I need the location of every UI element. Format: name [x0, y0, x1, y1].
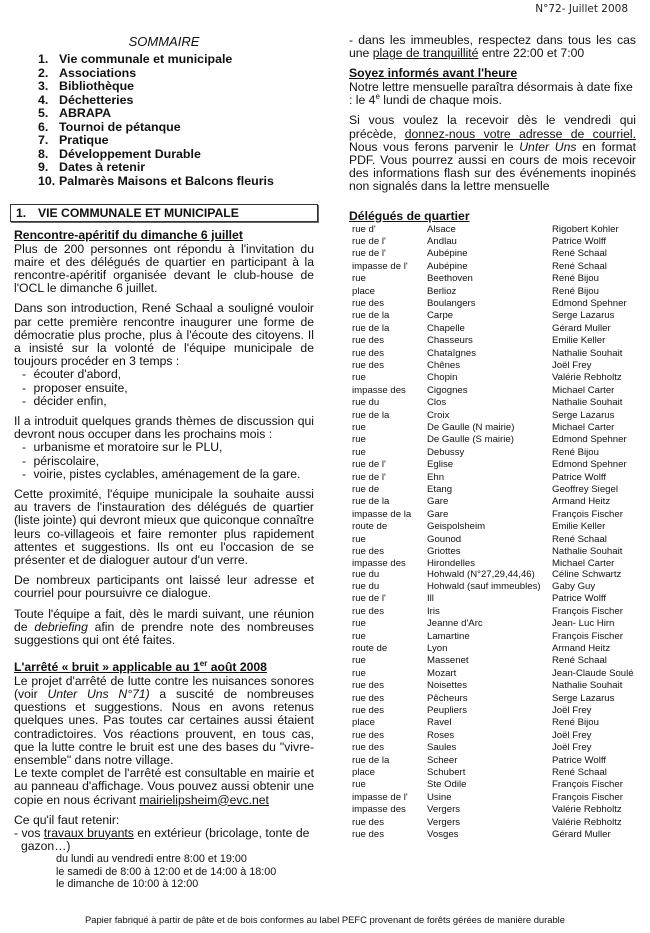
informes-heading: Soyez informés avant l'heure [349, 66, 518, 81]
delegate-name: Nathalie Souhait [552, 397, 623, 409]
theme-item: - voirie, pistes cyclables, aménagement de la gare. [22, 468, 314, 481]
street-type: rue [352, 630, 366, 642]
toc-number: 5. [38, 106, 49, 120]
text-span: Toute l'équipe a fait, dès le mardi suivant, une réunion de [14, 606, 314, 634]
table-row [349, 298, 634, 310]
street-name: Griottes [427, 546, 461, 558]
street-name: Hohwald (sauf immeubles) [427, 580, 541, 592]
toc-label: ABRAPA [59, 106, 112, 120]
travaux-bruyants: travaux bruyants [43, 825, 134, 840]
toc-number: 3. [38, 79, 49, 93]
text-span: Si vous voulez la recevoir dès le vendredi qui précède, [349, 113, 636, 141]
text-span: Le projet d'arrêté de lutte contre les nuisances sonores (voir [14, 673, 314, 701]
street-type: rue de la [352, 754, 390, 766]
text-span: lundi de chaque mois. [379, 93, 502, 108]
street-type: impasse des [352, 384, 406, 396]
rencontre-heading: Rencontre-apéritif du dimanche 6 juillet [14, 228, 243, 242]
table-row [349, 447, 634, 459]
table-row [349, 236, 634, 248]
street-name: Massenet [427, 655, 469, 667]
street-name: De Gaulle (N mairie) [427, 422, 515, 434]
table-row [349, 804, 634, 816]
table-row [349, 509, 634, 521]
text-span: entre 22:00 et 7:00 [478, 46, 585, 61]
courriel-link: donnez-nous votre adresse de courriel. [404, 126, 636, 141]
street-type: rue des [352, 335, 384, 347]
street-name: Clos [427, 397, 447, 409]
superscript: er [199, 659, 208, 669]
street-type: rue des [352, 360, 384, 371]
immeubles-paragraph [349, 34, 636, 60]
text-span: en extérieur (bricolage, tonte de gazon…) [21, 825, 310, 854]
table-row [349, 767, 634, 779]
street-name: Gare [427, 496, 449, 508]
table-row [349, 829, 634, 841]
street-name: Ill [427, 593, 434, 605]
delegate-name: René Bijou [552, 273, 599, 285]
toc-label: Vie communale et municipale [59, 52, 233, 66]
street-type: rue [352, 533, 366, 545]
street-type: rue des [352, 742, 384, 754]
street-type: rue [352, 655, 366, 667]
step-item: - décider enfin, [22, 395, 314, 408]
table-row [349, 496, 634, 508]
table-row [349, 606, 634, 618]
street-name: Schubert [427, 767, 466, 778]
rencontre-paragraph-4: Cette proximité, l'équipe municipale la souhaite aussi au travers de l'instauration des délégués de quartier (liste jointe) qui devront mieux que quiconque connaître leurs co-villageois et faire remonter plus rapidement attentes et suggestions. Ils ont eu l'occasion de se présenter et de dialoguer autour d'un verre. [14, 486, 314, 567]
street-type: rue de la [352, 496, 390, 508]
travaux-paragraph [14, 827, 314, 853]
street-type: route de [352, 642, 388, 654]
delegate-name: René Bijou [552, 285, 599, 297]
delegate-name: Geoffrey Siegel [552, 484, 618, 496]
street-name: Chataîgnes [427, 347, 477, 359]
table-row [349, 385, 634, 397]
retenir-label: Ce qu'il faut retenir: [14, 812, 120, 827]
delegate-name: Edmond Spehner [552, 297, 627, 309]
right-column [349, 34, 636, 841]
hours-list [14, 853, 314, 890]
delegate-name: Nathalie Souhait [552, 546, 623, 558]
table-row [349, 655, 634, 667]
delegate-name: François Fischer [552, 630, 623, 642]
street-type: rue [352, 667, 366, 679]
street-type: rue des [352, 704, 384, 716]
toc-item [38, 67, 314, 81]
arrete-heading [14, 661, 314, 675]
table-row [349, 693, 634, 705]
toc-item [38, 107, 314, 121]
street-name: Chasseurs [427, 335, 473, 347]
table-row [349, 521, 634, 533]
table-row [349, 730, 634, 742]
step-item: - écouter d'abord, [22, 368, 314, 381]
street-name: Andlau [427, 235, 457, 247]
delegate-name: Michael Carter [552, 384, 615, 396]
street-name: Roses [427, 729, 455, 741]
informes-paragraph-1 [349, 81, 636, 107]
delegate-name: René Schaal [552, 533, 607, 545]
table-row [349, 422, 634, 434]
street-type: rue [352, 372, 366, 384]
street-name: Eglise [427, 459, 454, 471]
table-row [349, 817, 634, 829]
delegate-name: Nathalie Souhait [552, 680, 623, 692]
toc-number: 6. [38, 119, 49, 134]
street-type: impasse de l' [352, 260, 408, 272]
delegues-table [349, 224, 634, 842]
street-type: rue d' [352, 223, 376, 235]
street-name: Aubépine [427, 260, 468, 272]
themes-list [14, 441, 314, 481]
delegate-name: Edmond Spehner [552, 434, 627, 446]
toc-label: Bibliothèque [59, 79, 135, 93]
street-name: Iris [427, 605, 440, 617]
street-type: rue des [352, 347, 384, 359]
delegate-name: Joël Frey [552, 704, 592, 716]
street-type: impasse de la [352, 508, 412, 520]
delegate-name: Serge Lazarus [552, 310, 615, 322]
table-row [349, 484, 634, 496]
debriefing-italic: debriefing [34, 619, 88, 634]
text-span: - dans les immeubles, respectez dans tous les cas une [349, 33, 636, 61]
text-span: Nous vous ferons parvenir le [349, 139, 520, 154]
table-row [349, 224, 634, 236]
arrete-paragraph-2 [14, 767, 314, 807]
street-type: rue de l' [352, 248, 386, 260]
unter-uns-ref: Unter Uns N°71) [47, 686, 150, 701]
street-type: rue de l' [352, 593, 386, 605]
section-heading-vie-communale [10, 204, 318, 222]
table-row [349, 323, 634, 335]
table-row [349, 310, 634, 322]
street-name: Gare [427, 508, 449, 520]
street-name: Peupliers [427, 704, 467, 716]
table-row [349, 372, 634, 384]
rencontre-paragraph-5: De nombreux participants ont laissé leur adresse et courriel pour poursuivre ce dialogue. [14, 573, 314, 601]
street-type: rue des [352, 297, 384, 309]
toc-number: 2. [38, 65, 49, 80]
table-row [349, 792, 634, 804]
text-span: a suscité de nombreuses questions et suggestions. Nous en avons retenus quelques unes. Pas toutes car certaines aussi étaient contradictoires. Vos réactions prouvent, en tous cas, que la lutte contre le bruit est une des bases du "vivre-ensemble" dans notre village. [14, 686, 314, 767]
street-type: rue des [352, 829, 384, 841]
street-type: rue [352, 434, 366, 446]
street-type: place [352, 767, 375, 778]
step-item: - proposer ensuite, [22, 382, 314, 395]
hours-sunday: le dimanche de 10:00 à 12:00 [56, 877, 199, 890]
street-name: Chênes [427, 360, 461, 371]
street-name: Ste Odile [427, 779, 467, 791]
street-name: Carpe [427, 310, 454, 322]
street-type: impasse des [352, 557, 406, 569]
plage-tranquillite: plage de tranquillité [372, 46, 479, 61]
delegate-name: Gérard Muller [552, 829, 611, 841]
table-row [349, 755, 634, 767]
table-row [349, 643, 634, 655]
street-name: Usine [427, 791, 452, 803]
delegate-name: Edmond Spehner [552, 459, 627, 471]
street-name: Lamartine [427, 630, 470, 642]
delegate-name: Jean-Claude Soulé [552, 667, 634, 679]
street-name: Cigognes [427, 384, 468, 396]
delegate-name: Valérie Rebholtz [552, 816, 622, 828]
delegate-name: Armand Heitz [552, 496, 611, 508]
text-span: L'arrêté « bruit » applicable au 1 [14, 660, 200, 675]
hours-saturday: le samedi de 8:00 à 12:00 et de 14:00 à 18:00 [56, 865, 277, 878]
table-row [349, 286, 634, 298]
delegate-name: François Fischer [552, 779, 623, 791]
table-row [349, 593, 634, 605]
street-type: rue [352, 422, 366, 434]
street-type: impasse de l' [352, 791, 408, 803]
delegate-name: René Schaal [552, 260, 607, 272]
theme-item: - urbanisme et moratoire sur le PLU, [22, 441, 314, 454]
issue-number: N°72- Juillet 2008 [535, 3, 628, 15]
text-span: août 2008 [207, 660, 267, 675]
steps-list [14, 368, 314, 408]
delegate-name: Michael Carter [552, 422, 615, 434]
table-row [349, 273, 634, 285]
delegate-name: René Schaal [552, 248, 607, 260]
street-type: rue [352, 446, 366, 458]
street-name: Noisettes [427, 680, 467, 692]
delegate-name: Gaby Guy [552, 580, 596, 592]
street-name: Saules [427, 742, 457, 754]
street-type: route de [352, 521, 388, 533]
toc-number: 9. [38, 160, 49, 174]
street-name: Pêcheurs [427, 692, 468, 704]
delegate-name: Serge Lazarus [552, 409, 615, 421]
street-name: Etang [427, 484, 453, 496]
delegate-name: Michael Carter [552, 557, 615, 569]
street-name: Jeanne d'Arc [427, 618, 483, 630]
table-row [349, 779, 634, 791]
table-row [349, 569, 634, 581]
toc-number: 4. [38, 92, 49, 107]
delegate-name: Valérie Rebholtz [552, 372, 622, 384]
table-row [349, 261, 634, 273]
street-type: rue de la [352, 310, 390, 322]
text-span: - vos [14, 825, 44, 840]
delegate-name: Jean- Luc Hirn [552, 618, 615, 630]
rencontre-paragraph-1: Plus de 200 personnes ont répondu à l'invitation du maire et des délégués de quartier en participant à la rencontre-apéritif organisée devant le club-house de l'OCL le dimanche 6 juillet. [14, 241, 314, 296]
delegate-name: François Fischer [552, 791, 623, 803]
street-name: Croix [427, 409, 450, 421]
table-row [349, 248, 634, 260]
street-name: Vergers [427, 816, 461, 828]
delegate-name: René Bijou [552, 446, 599, 458]
text-span: Notre lettre mensuelle paraîtra désormais à date fixe : le 4 [349, 79, 633, 108]
rencontre-paragraph-6 [14, 608, 314, 648]
email-link[interactable]: mairielipsheim@evc.net [139, 792, 269, 807]
table-row [349, 546, 634, 558]
street-type: rue [352, 273, 366, 285]
street-type: rue de l' [352, 459, 386, 471]
street-name: De Gaulle (S mairie) [427, 434, 514, 446]
street-type: impasse des [352, 804, 406, 816]
delegate-name: Rigobert Kohler [552, 223, 619, 235]
table-row [349, 631, 634, 643]
toc-label: Développement Durable [59, 146, 201, 161]
street-name: Vergers [427, 804, 461, 816]
superscript: e [375, 92, 380, 102]
informes-paragraph-2 [349, 114, 636, 193]
table-row [349, 410, 634, 422]
street-type: place [352, 717, 375, 729]
toc-label: Palmarès Maisons et Balcons fleuris [59, 173, 274, 188]
toc-item [38, 53, 314, 67]
delegate-name: François Fischer [552, 605, 623, 617]
street-name: Gounod [427, 533, 462, 545]
street-name: Lyon [427, 642, 448, 654]
street-name: Mozart [427, 667, 457, 679]
rencontre-paragraph-2: Dans son introduction, René Schaal a souligné vouloir par cette première rencontre inaugurer une forme de démocratie plus proche, plus à l'écoute des citoyens. Il a insisté sur la volonté de l'équipe municipale de toujours procéder en 3 temps : [14, 301, 314, 369]
delegate-name: Serge Lazarus [552, 692, 615, 704]
arrete-paragraph-1 [14, 675, 314, 767]
toc-item [38, 134, 314, 148]
street-type: rue des [352, 729, 384, 741]
delegate-name: Patrice Wolff [552, 593, 607, 605]
toc-number: 10. [38, 173, 56, 188]
street-type: rue de [352, 484, 380, 496]
table-row [349, 717, 634, 729]
table-row [349, 472, 634, 484]
toc-item [38, 175, 314, 189]
delegate-name: René Schaal [552, 655, 607, 667]
street-type: rue des [352, 816, 384, 828]
street-type: rue du [352, 580, 380, 592]
street-type: rue [352, 618, 366, 630]
table-row [349, 705, 634, 717]
delegate-name: Emilie Keller [552, 335, 606, 347]
delegues-title: Délégués de quartier [349, 208, 470, 223]
delegate-name: Joël Frey [552, 729, 592, 741]
table-row [349, 360, 634, 372]
delegate-name: Emilie Keller [552, 521, 606, 533]
hours-weekday: du lundi au vendredi entre 8:00 et 19:00 [56, 853, 247, 866]
delegate-name: Joël Frey [552, 360, 592, 371]
street-name: Hohwald (N°27,29,44,46) [427, 568, 535, 580]
delegate-name: Joël Frey [552, 742, 592, 754]
street-name: Ravel [427, 717, 452, 729]
delegate-name: Valérie Rebholtz [552, 804, 622, 816]
street-name: Boulangers [427, 297, 476, 309]
delegate-name: Nathalie Souhait [552, 347, 623, 359]
street-name: Scheer [427, 754, 458, 766]
table-row [349, 534, 634, 546]
street-name: Alsace [427, 223, 456, 235]
delegate-name: Céline Schwartz [552, 568, 622, 580]
street-type: rue de l' [352, 471, 386, 483]
street-type: rue des [352, 546, 384, 558]
table-row [349, 348, 634, 360]
toc-label: Dates à retenir [59, 160, 146, 174]
toc-item [38, 148, 314, 162]
table-row [349, 742, 634, 754]
table-row [349, 397, 634, 409]
table-row [349, 335, 634, 347]
left-column [14, 34, 314, 890]
theme-item: - périscolaire, [22, 455, 314, 468]
toc-label: Tournoi de pétanque [59, 119, 181, 134]
delegate-name: René Bijou [552, 717, 599, 729]
table-row [349, 668, 634, 680]
text-span: Le texte complet de l'arrêté est consultable en mairie et au panneau d'affichage. Vous pouvez aussi obtenir une copie en nous écrivant [14, 766, 314, 807]
delegate-name: Patrice Wolff [552, 471, 607, 483]
toc-item [38, 121, 314, 135]
toc-number: 8. [38, 146, 49, 161]
footer-note: Papier fabriqué à partir de pâte et de bois conformes au label PEFC provenant de forêts gérées de manière durable [85, 914, 565, 925]
street-name: Berlioz [427, 285, 457, 297]
street-type: rue de l' [352, 235, 386, 247]
section-title: VIE COMMUNALE ET MUNICIPALE [38, 206, 239, 220]
toc-item [38, 161, 314, 175]
table-row [349, 559, 634, 569]
street-type: rue de la [352, 322, 390, 334]
text-span: en format PDF. Vous pourrez aussi en cours de mois recevoir des informations flash sur des événements inopinés non signalés dans la lettre mensuelle [349, 139, 637, 194]
street-type: rue de la [352, 409, 390, 421]
street-type: rue des [352, 605, 384, 617]
toc-item [38, 94, 314, 108]
delegate-name: François Fischer [552, 508, 623, 520]
table-row [349, 618, 634, 630]
toc-label: Associations [59, 65, 137, 80]
table-row [349, 434, 634, 446]
toc-label: Déchetteries [59, 92, 134, 107]
street-type: rue des [352, 692, 384, 704]
toc-item [38, 80, 314, 94]
street-name: Hirondelles [427, 557, 475, 569]
toc-label: Pratique [59, 133, 109, 147]
street-type: place [352, 285, 375, 297]
delegate-name: René Schaal [552, 767, 607, 778]
toc-number: 7. [38, 133, 49, 147]
table-row [349, 459, 634, 471]
sommaire-title: SOMMAIRE [128, 34, 200, 49]
section-number: 1. [16, 206, 27, 220]
street-type: rue [352, 779, 366, 791]
table-row [349, 581, 634, 593]
text-span: afin de prendre note des nombreuses suggestions qui ont été faites. [14, 619, 314, 647]
delegate-name: Armand Heitz [552, 642, 611, 654]
street-name: Beethoven [427, 273, 473, 285]
table-row [349, 680, 634, 692]
street-type: rue des [352, 680, 384, 692]
street-name: Geispolsheim [427, 521, 486, 533]
street-name: Chapelle [427, 322, 465, 334]
unter-uns-italic: Unter Uns [519, 139, 577, 154]
delegate-name: Patrice Wolff [552, 754, 607, 766]
street-name: Vosges [427, 829, 459, 841]
toc-number: 1. [38, 52, 49, 66]
delegate-name: Patrice Wolff [552, 235, 607, 247]
street-type: rue du [352, 397, 380, 409]
street-name: Chopin [427, 372, 458, 384]
delegate-name: Gérard Muller [552, 322, 611, 334]
street-name: Debussy [427, 446, 465, 458]
street-name: Ehn [427, 471, 445, 483]
street-type: rue du [352, 568, 380, 580]
table-of-contents [14, 53, 314, 188]
street-name: Aubépine [427, 248, 468, 260]
rencontre-paragraph-3: Il a introduit quelques grands thèmes de discussion qui devront nous occuper dans les prochains mois : [14, 413, 314, 442]
